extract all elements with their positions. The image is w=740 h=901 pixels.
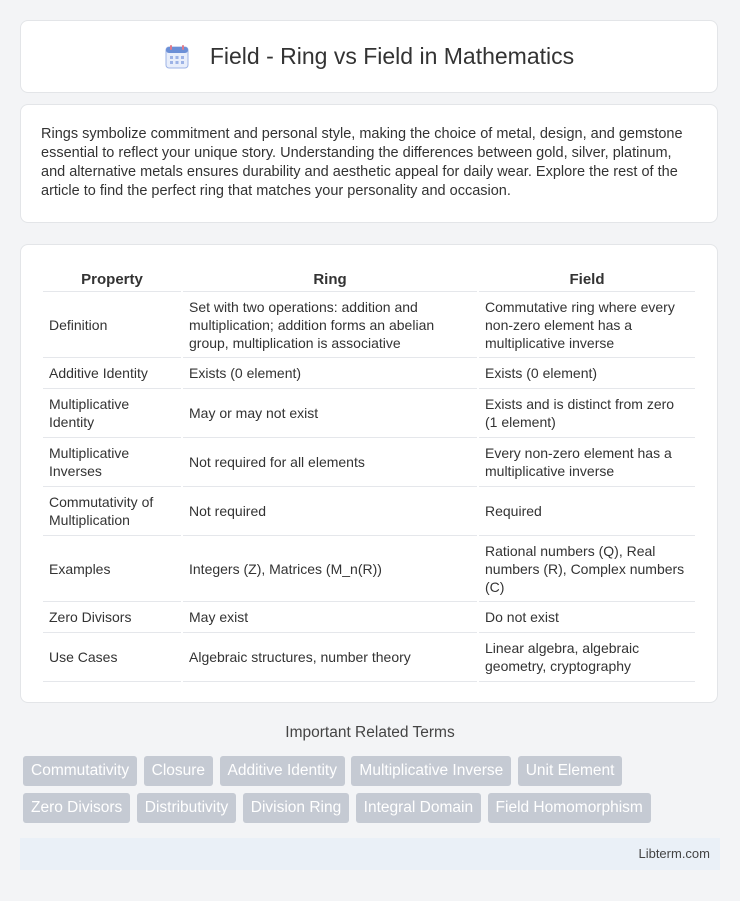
tag-closure[interactable]: Closure [144, 756, 213, 786]
table-row [43, 389, 695, 438]
table-row [43, 292, 695, 358]
tag-division-ring[interactable]: Division Ring [243, 793, 349, 823]
table-row [43, 487, 695, 536]
footer-source-link[interactable]: Libterm.com [638, 846, 710, 861]
cell-property: Multiplicative Inverses [43, 438, 181, 487]
header-card [20, 20, 718, 93]
table-row [43, 438, 695, 487]
cell-field: Exists and is distinct from zero (1 element) [479, 389, 695, 438]
tag-multiplicative-inverse[interactable]: Multiplicative Inverse [351, 756, 511, 786]
cell-property: Definition [43, 292, 181, 358]
cell-property: Zero Divisors [43, 602, 181, 633]
tag-unit-element[interactable]: Unit Element [518, 756, 623, 786]
tag-distributivity[interactable]: Distributivity [137, 793, 237, 823]
tag-zero-divisors[interactable]: Zero Divisors [23, 793, 130, 823]
cell-property: Additive Identity [43, 358, 181, 389]
page-title: Field - Ring vs Field in Mathematics [209, 43, 575, 69]
table-row [43, 536, 695, 602]
table-header-row [43, 265, 695, 292]
cell-property: Commutativity of Multiplication [43, 487, 181, 536]
intro-card [20, 104, 718, 223]
intro-text: Rings symbolize commitment and personal style, making the choice of metal, design, and gemstone essential to reflect your unique story. Understanding the differences between gold, silver, platinum, and alternative metals ensures durability and aesthetic appeal for daily wear. Explore the rest of the article to find the perfect ring that matches your personality and occasion. [41, 126, 683, 199]
cell-ring: May exist [183, 602, 477, 633]
tag-field-homomorphism[interactable]: Field Homomorphism [488, 793, 651, 823]
cell-property: Examples [43, 536, 181, 602]
cell-ring: Not required for all elements [183, 438, 477, 487]
comparison-table [41, 265, 697, 682]
calendar-icon [164, 44, 190, 70]
column-header-property: Property [43, 265, 181, 292]
cell-property: Multiplicative Identity [43, 389, 181, 438]
table-row [43, 358, 695, 389]
table-row [43, 602, 695, 633]
column-header-field: Field [479, 265, 695, 292]
cell-field: Every non-zero element has a multiplicative inverse [479, 438, 695, 487]
cell-ring: Not required [183, 487, 477, 536]
cell-ring: Exists (0 element) [183, 358, 477, 389]
cell-field: Commutative ring where every non-zero element has a multiplicative inverse [479, 292, 695, 358]
tag-integral-domain[interactable]: Integral Domain [356, 793, 481, 823]
cell-field: Linear algebra, algebraic geometry, cryptography [479, 633, 695, 682]
related-terms-list [23, 756, 723, 830]
column-header-ring: Ring [183, 265, 477, 292]
cell-ring: Algebraic structures, number theory [183, 633, 477, 682]
cell-field: Rational numbers (Q), Real numbers (R), Complex numbers (C) [479, 536, 695, 602]
cell-field: Do not exist [479, 602, 695, 633]
tag-additive-identity[interactable]: Additive Identity [220, 756, 345, 786]
cell-ring: May or may not exist [183, 389, 477, 438]
footer [20, 838, 720, 870]
cell-field: Required [479, 487, 695, 536]
comparison-card [20, 244, 718, 703]
related-terms-title: Important Related Terms [285, 724, 455, 741]
tag-commutativity[interactable]: Commutativity [23, 756, 137, 786]
cell-field: Exists (0 element) [479, 358, 695, 389]
cell-ring: Set with two operations: addition and multiplication; addition forms an abelian group, multiplication is associative [183, 292, 477, 358]
table-row [43, 633, 695, 682]
cell-property: Use Cases [43, 633, 181, 682]
cell-ring: Integers (Z), Matrices (M_n(R)) [183, 536, 477, 602]
